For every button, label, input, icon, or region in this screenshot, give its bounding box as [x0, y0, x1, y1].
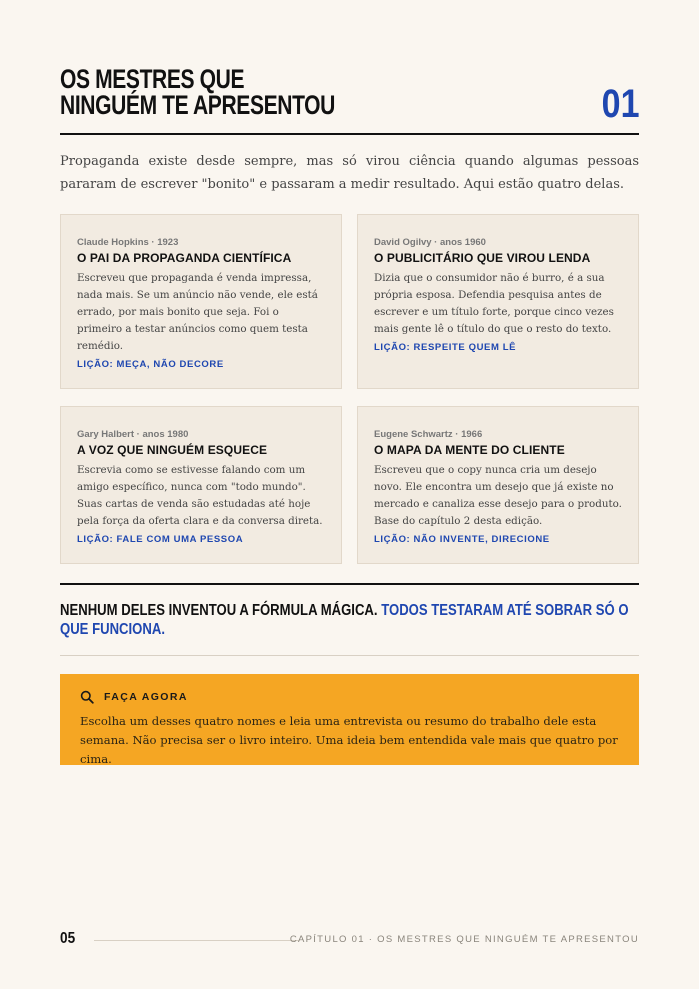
callout-header	[80, 690, 619, 704]
card-body: Escreveu que propaganda é venda impressa, nada mais. Se um anúncio não vende, ele está errado, por mais bonito que seja. Foi o primeiro a testar anúncios como quem testa remédio.	[77, 272, 318, 352]
page	[60, 0, 639, 989]
thin-divider	[60, 655, 639, 656]
chapter-number: 01	[601, 82, 639, 126]
card-body: Escreveu que o copy nunca cria um desejo novo. Ele encontra um desejo que já existe no mercado e canaliza esse desejo para o produto. Base do capítulo 2 desta edição.	[374, 464, 622, 527]
card-lesson: LIÇÃO: RESPEITE QUEM LÊ	[374, 342, 517, 353]
chapter-header	[60, 64, 639, 134]
punchline-part-1: NENHUM DELES INVENTOU A FÓRMULA MÁGICA.	[60, 602, 378, 619]
action-callout	[60, 674, 639, 765]
footer-chapter-label: CAPÍTULO 01 · OS MESTRES QUE NINGUÉM TE APRESENTOU	[289, 934, 639, 945]
section-divider	[60, 583, 639, 585]
card-title: A VOZ QUE NINGUÉM ESQUECE	[77, 443, 268, 457]
chapter-title-line-2: NINGUÉM TE APRESENTOU	[60, 90, 335, 120]
card-title: O PAI DA PROPAGANDA CIENTÍFICA	[77, 251, 292, 265]
card-lesson: LIÇÃO: MEÇA, NÃO DECORE	[77, 359, 224, 370]
card-halbert	[60, 406, 342, 564]
card-meta: Claude Hopkins · 1923	[77, 237, 179, 248]
callout-text: Escolha um desses quatro nomes e leia uma entrevista ou resumo do trabalho dele esta semana. Não precisa ser o livro inteiro. Uma ideia bem entendida vale mais que quatro por cima.	[80, 714, 618, 766]
card-meta: David Ogilvy · anos 1960	[374, 237, 486, 248]
punchline	[60, 601, 634, 639]
page-number: 05	[60, 930, 76, 947]
card-lesson: LIÇÃO: FALE COM UMA PESSOA	[77, 534, 244, 545]
chapter-title-line-1: OS MESTRES QUE	[60, 64, 245, 94]
card-ogilvy	[357, 214, 639, 389]
card-lesson: LIÇÃO: NÃO INVENTE, DIRECIONE	[374, 534, 550, 545]
page-footer	[60, 930, 639, 950]
card-title: O MAPA DA MENTE DO CLIENTE	[374, 443, 565, 457]
callout-label: FAÇA AGORA	[104, 691, 188, 703]
card-meta: Gary Halbert · anos 1980	[77, 429, 189, 440]
card-meta: Eugene Schwartz · 1966	[374, 429, 483, 440]
header-divider	[60, 133, 639, 135]
card-title: O PUBLICITÁRIO QUE VIROU LENDA	[374, 251, 591, 265]
card-schwartz	[357, 406, 639, 564]
card-body: Dizia que o consumidor não é burro, é a sua própria esposa. Defendia pesquisa antes de escrever e um título forte, porque cinco vezes mais gente lê o título do que o resto do texto.	[374, 272, 614, 335]
card-body: Escrevia como se estivesse falando com um amigo específico, nunca com "todo mundo". Suas cartas de venda são estudadas até hoje pela força da oferta clara e da conversa direta.	[77, 464, 323, 527]
search-icon	[80, 690, 94, 704]
chapter-title	[60, 66, 388, 118]
card-hopkins	[60, 214, 342, 389]
footer-divider	[94, 940, 299, 941]
punchline-part-2: TODOS TESTARAM ATÉ SOBRAR SÓ O QUE FUNCIONA.	[60, 602, 629, 638]
intro-paragraph: Propaganda existe desde sempre, mas só virou ciência quando algumas pessoas pararam de escrever "bonito" e passaram a medir resultado. Aqui estão quatro delas.	[60, 154, 639, 192]
